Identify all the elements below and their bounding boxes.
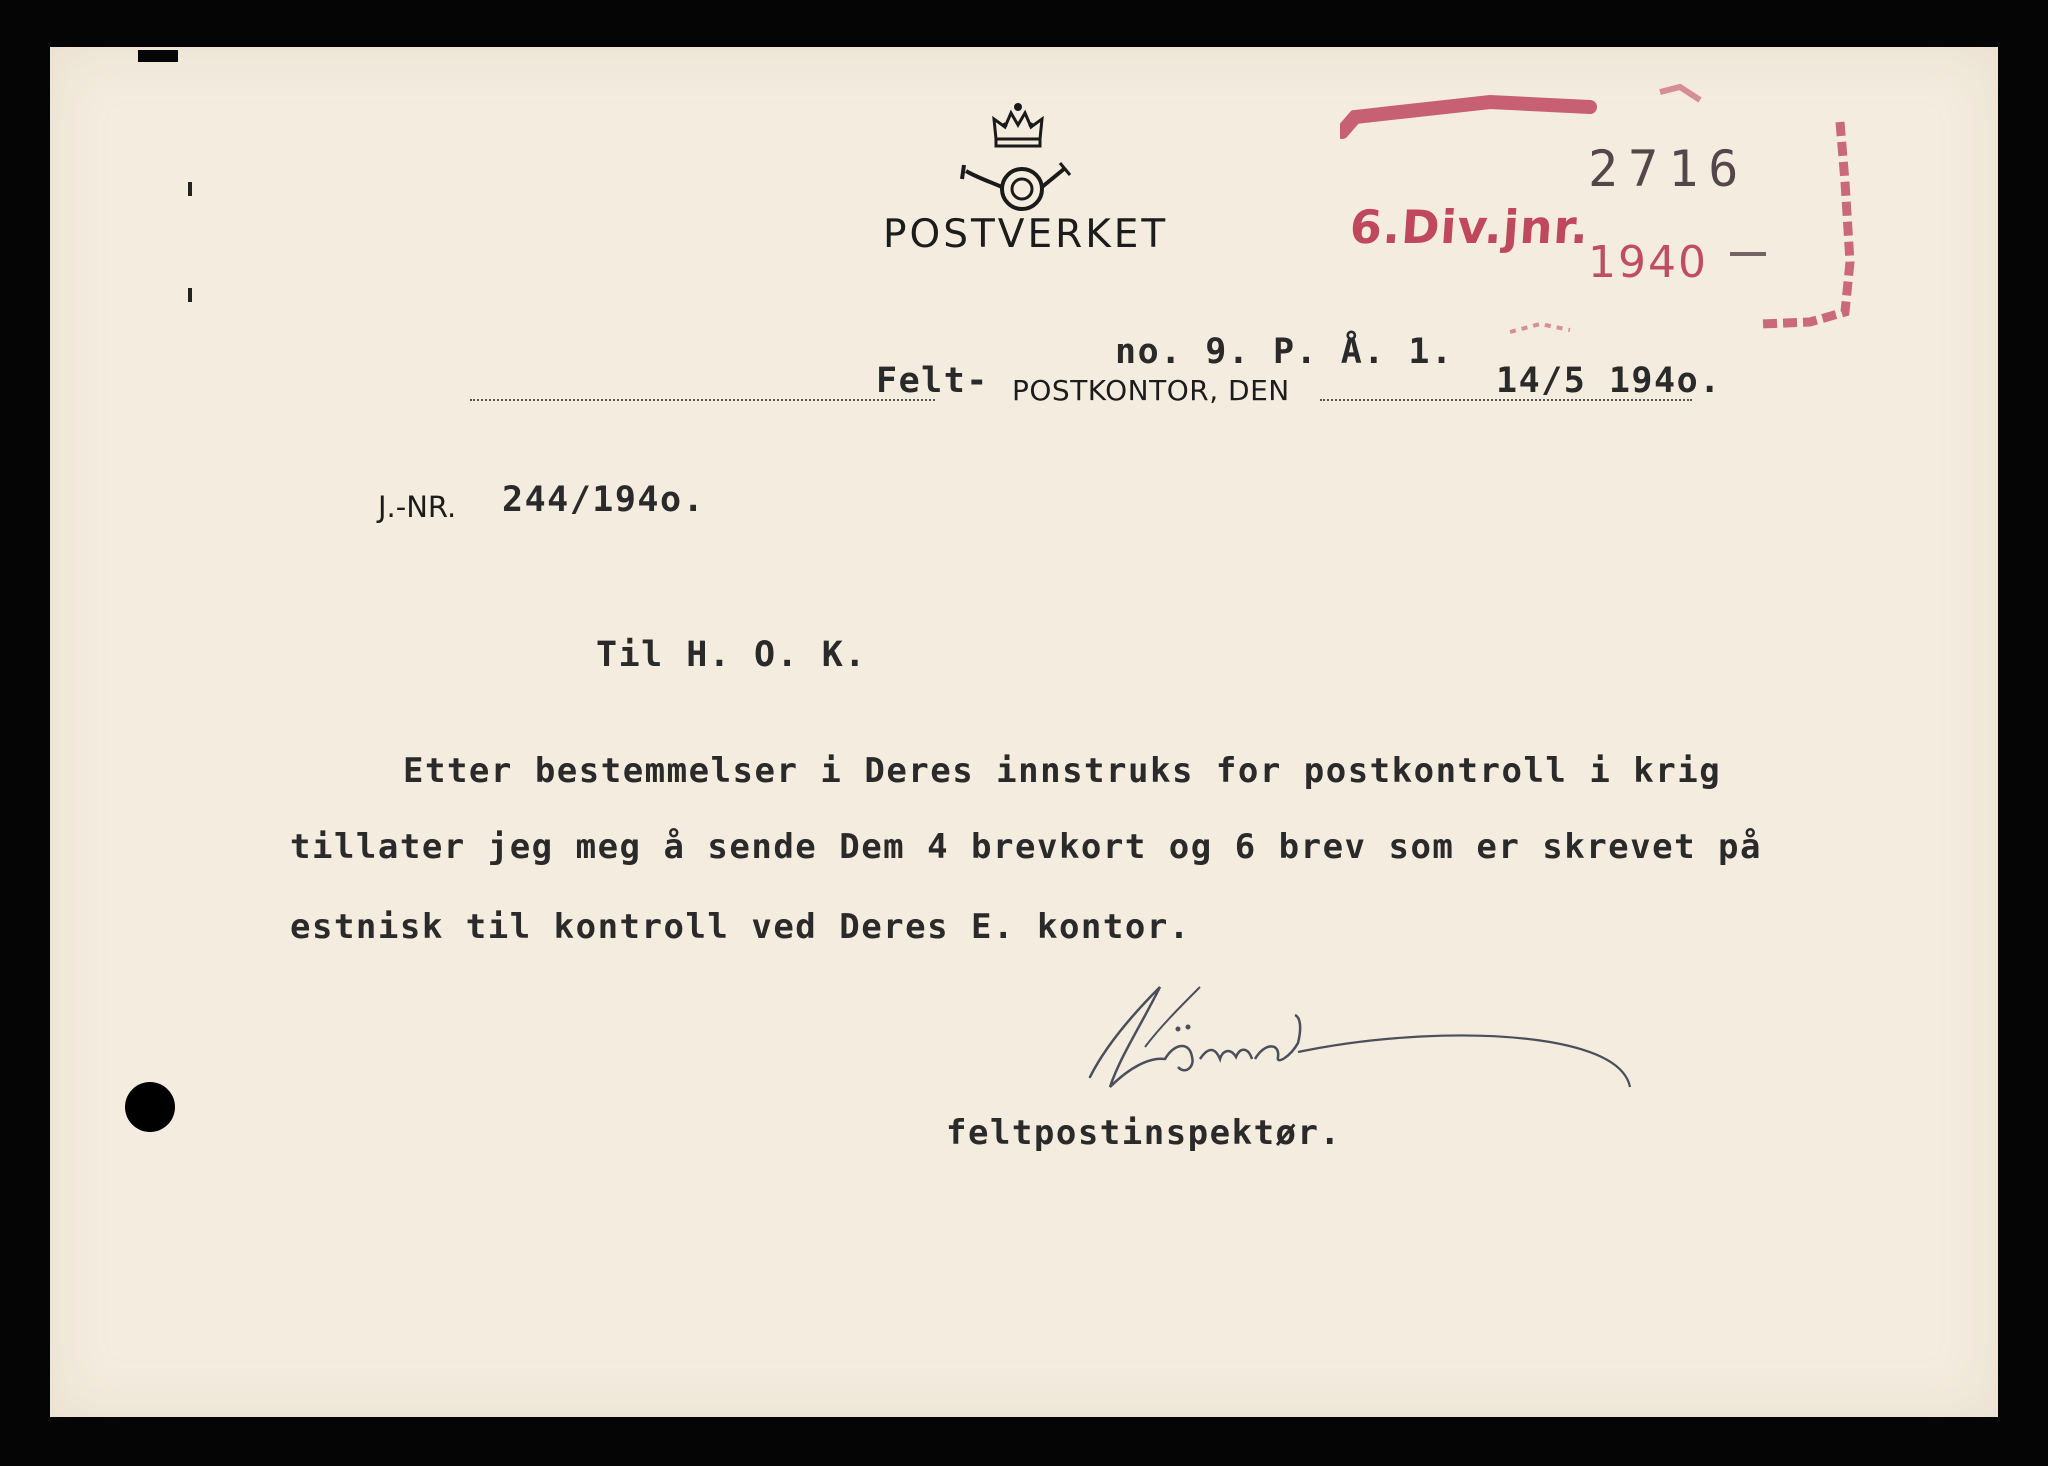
office-prefix: Felt- xyxy=(876,361,989,401)
body-line: tillater jeg meg å sende Dem 4 brevkort og 6 brev som er skrevet på xyxy=(290,827,1762,867)
journal-label: J.-NR. xyxy=(378,490,457,524)
letter-date: 14/5 194o. xyxy=(1496,361,1722,401)
body-line: Etter bestemmelser i Deres innstruks for postkontroll i krig xyxy=(403,751,1722,791)
field-office-number: no. 9. P. Å. 1. xyxy=(1115,332,1454,372)
org-name: POSTVERKET xyxy=(883,212,1169,257)
stamp-division: 6.Div.jnr. xyxy=(1348,200,1592,254)
body-line: estnisk til kontroll ved Deres E. kontor. xyxy=(290,907,1191,947)
journal-number: 244/194o. xyxy=(502,480,706,520)
punch-hole xyxy=(125,1082,175,1132)
edge-mark xyxy=(188,288,192,302)
stamp-dash xyxy=(1730,252,1766,256)
signature-title: feltpostinspektør. xyxy=(946,1113,1342,1153)
edge-mark xyxy=(188,182,192,196)
handwritten-signature xyxy=(1050,947,1650,1127)
stamp-year: 1940 xyxy=(1588,237,1708,288)
document-page xyxy=(50,47,1998,1417)
crown-posthorn-icon xyxy=(958,89,1078,229)
recipient-line: Til H. O. K. xyxy=(596,635,867,675)
stamp-number: 2716 xyxy=(1588,140,1749,198)
edge-notch xyxy=(138,50,178,62)
printed-office-label: POSTKONTOR, DEN xyxy=(1012,374,1290,407)
dotted-line-left xyxy=(470,399,935,401)
